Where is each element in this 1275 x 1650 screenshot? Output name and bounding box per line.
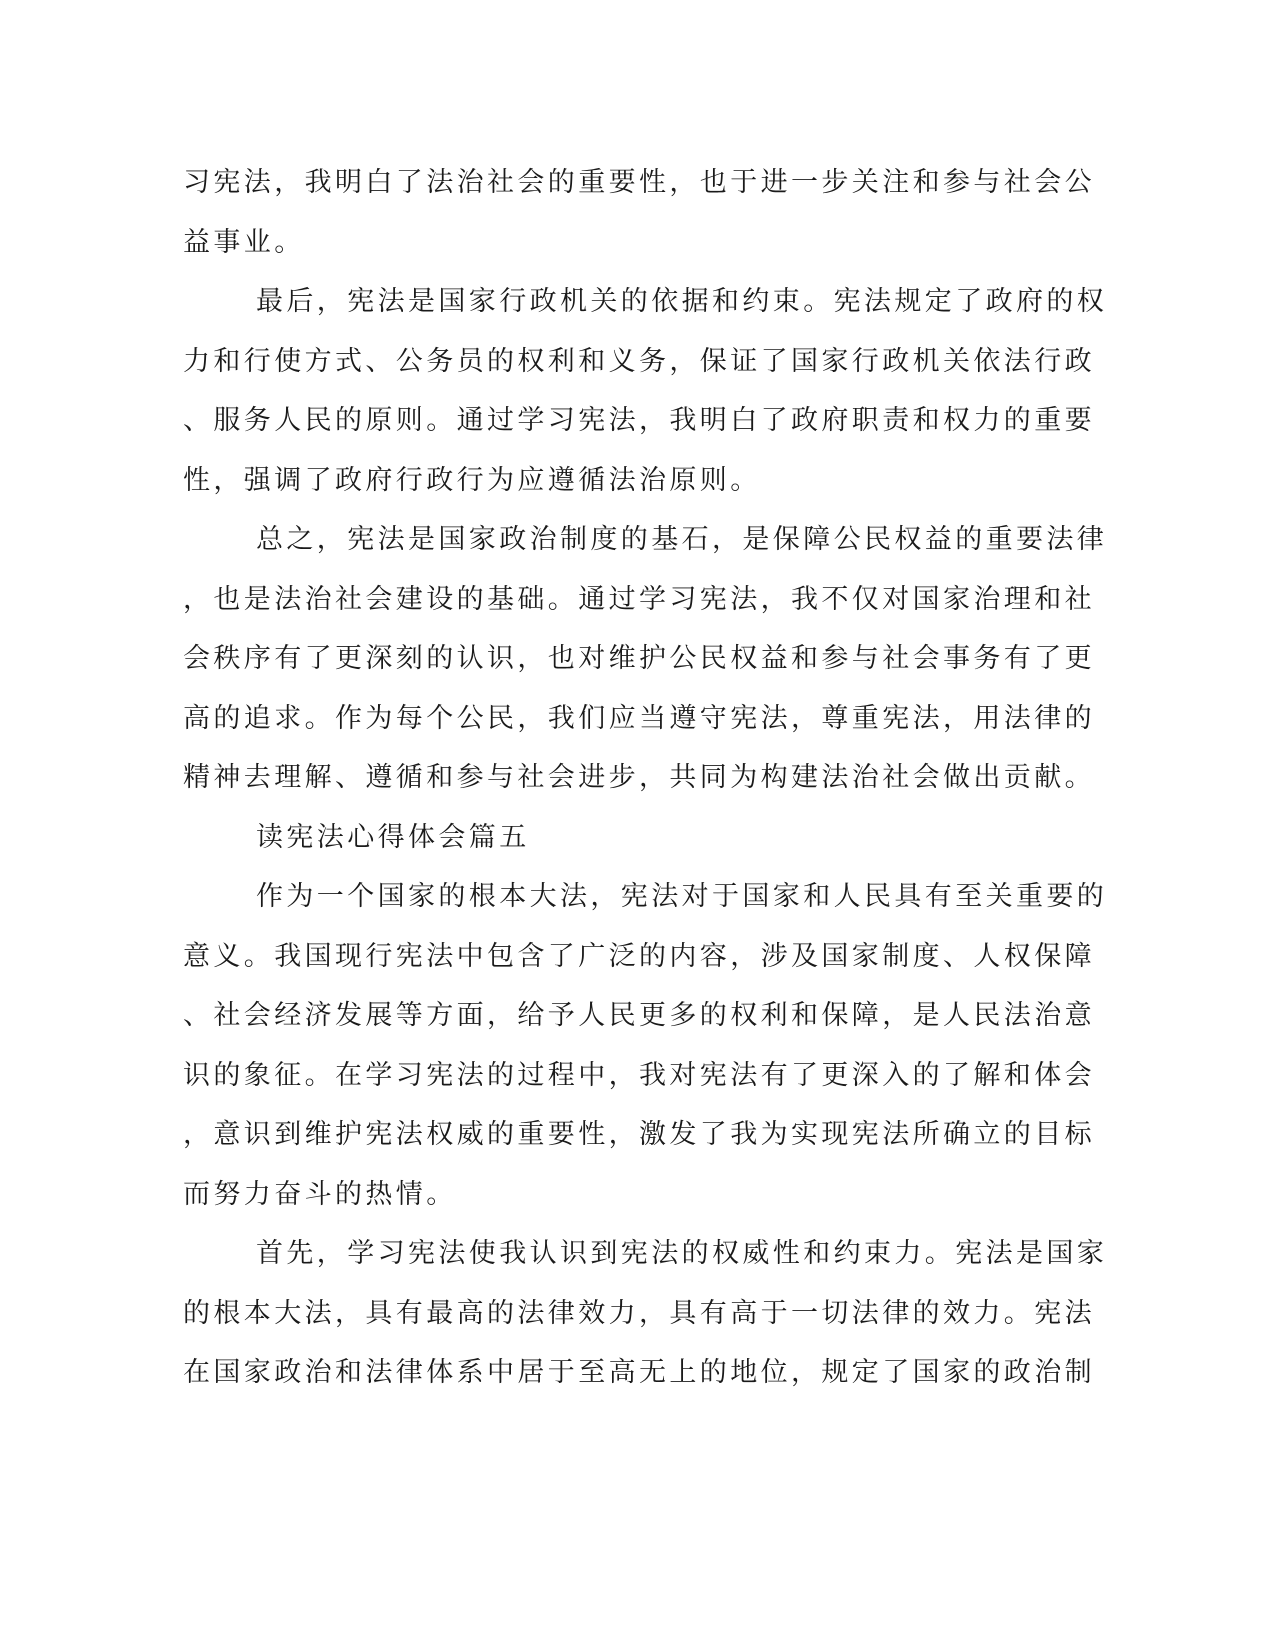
- text-line: ，意识到维护宪法权威的重要性，激发了我为实现宪法所确立的目标: [183, 1119, 1095, 1150]
- text-line: 习宪法，我明白了法治社会的重要性，也于进一步关注和参与社会公: [183, 167, 1095, 198]
- paragraph-start-line: 最后，宪法是国家行政机关的依据和约束。宪法规定了政府的权: [256, 286, 1108, 317]
- text-line: 力和行使方式、公务员的权利和义务，保证了国家行政机关依法行政: [183, 345, 1095, 377]
- text-line: 会秩序有了更深刻的认识，也对维护公民权益和参与社会事务有了更: [183, 643, 1095, 674]
- text-line: 而努力奋斗的热情。: [183, 1178, 457, 1210]
- text-line: 益事业。: [183, 226, 305, 258]
- text-line: 高的追求。作为每个公民，我们应当遵守宪法，尊重宪法，用法律的: [183, 702, 1095, 734]
- text-line: 意义。我国现行宪法中包含了广泛的内容，涉及国家制度、人权保障: [183, 940, 1095, 972]
- paragraph-start-line: 作为一个国家的根本大法，宪法对于国家和人民具有至关重要的: [256, 881, 1108, 912]
- paragraph-start-line: 读宪法心得体会篇五: [256, 821, 530, 853]
- text-line: 识的象征。在学习宪法的过程中，我对宪法有了更深入的了解和体会: [183, 1059, 1095, 1091]
- text-line: 、社会经济发展等方面，给予人民更多的权利和保障，是人民法治意: [183, 1000, 1095, 1031]
- text-line: 在国家政治和法律体系中居于至高无上的地位，规定了国家的政治制: [183, 1357, 1095, 1388]
- text-line: 性，强调了政府行政行为应遵循法治原则。: [183, 464, 761, 496]
- paragraph-start-line: 首先，学习宪法使我认识到宪法的权威性和约束力。宪法是国家: [256, 1238, 1108, 1269]
- text-line: ，也是法治社会建设的基础。通过学习宪法，我不仅对国家治理和社: [183, 583, 1095, 615]
- text-line: 的根本大法，具有最高的法律效力，具有高于一切法律的效力。宪法: [183, 1297, 1095, 1329]
- paragraph-start-line: 总之，宪法是国家政治制度的基石，是保障公民权益的重要法律: [256, 524, 1108, 555]
- document-body: [183, 153, 1108, 1403]
- text-line: 精神去理解、遵循和参与社会进步，共同为构建法治社会做出贡献。: [183, 762, 1095, 793]
- text-line: 、服务人民的原则。通过学习宪法，我明白了政府职责和权力的重要: [183, 405, 1095, 436]
